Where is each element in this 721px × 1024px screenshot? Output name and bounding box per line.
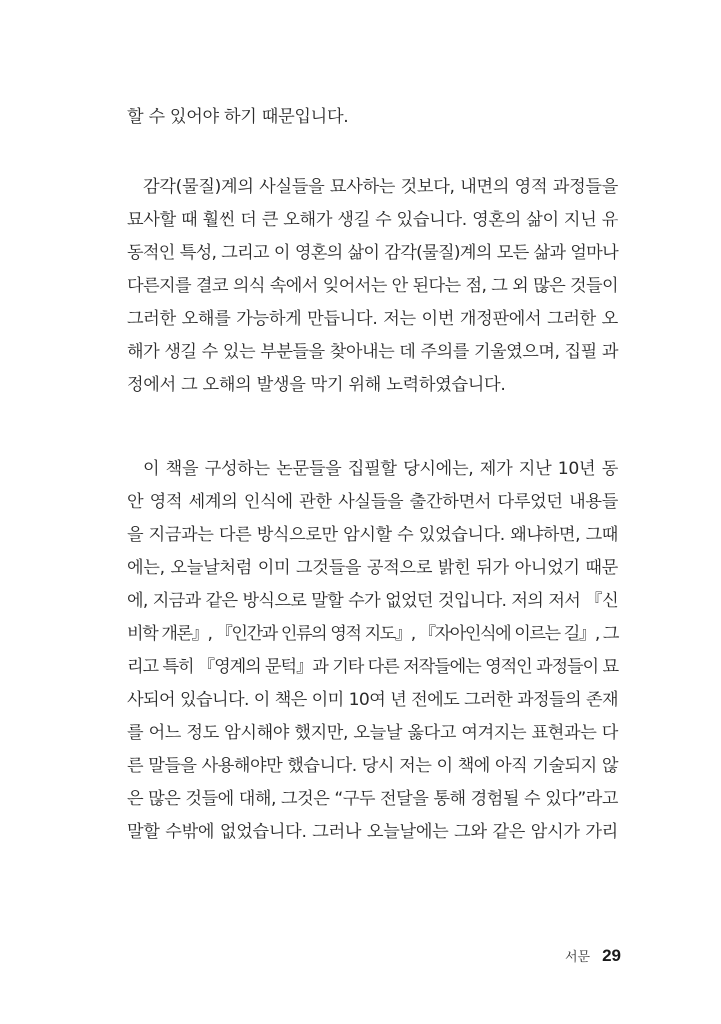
paragraph-3-line-9: 를 어느 정도 암시해야 했지만, 오늘날 옳다고 여겨지는 표현과는 다 bbox=[127, 723, 618, 743]
paragraph-3-line-4: 에는, 오늘날처럼 이미 그것들을 공적으로 밝힌 뒤가 아니었기 때문 bbox=[127, 558, 618, 578]
paragraph-2-line-2: 묘사할 때 훨씬 더 큰 오해가 생길 수 있습니다. 영혼의 삶이 지닌 유 bbox=[127, 210, 619, 230]
page-number: 29 bbox=[602, 946, 621, 965]
page-footer bbox=[565, 946, 621, 968]
paragraph-3-line-11: 은 많은 것들에 대해, 그것은 “구두 전달을 통해 경험될 수 있다”라고 bbox=[127, 789, 618, 809]
paragraph-2-line-1: 감각(물질)계의 사실들을 묘사하는 것보다, 내면의 영적 과정들을 bbox=[143, 177, 618, 197]
paragraph-3-line-6: 비학 개론』, 『인간과 인류의 영적 지도』, 『자아인식에 이르는 길』, 그 bbox=[127, 624, 618, 644]
paragraph-3-line-3: 을 지금과는 다른 방식으로만 암시할 수 있었습니다. 왜냐하면, 그때 bbox=[127, 525, 618, 545]
paragraph-3-line-1: 이 책을 구성하는 논문들을 집필할 당시에는, 제가 지난 10년 동 bbox=[143, 459, 618, 479]
paragraph-2-line-4: 다른지를 결코 의식 속에서 잊어서는 안 된다는 점, 그 외 많은 것들이 bbox=[127, 276, 618, 296]
paragraph-3-line-8: 사되어 있습니다. 이 책은 이미 10여 년 전에도 그러한 과정들의 존재 bbox=[127, 690, 618, 710]
paragraph-3-line-12: 말할 수밖에 없었습니다. 그러나 오늘날에는 그와 같은 암시가 가리 bbox=[127, 822, 618, 842]
paragraph-3-line-10: 른 말들을 사용해야만 했습니다. 당시 저는 이 책에 아직 기술되지 않 bbox=[127, 756, 618, 776]
paragraph-1-line-1: 할 수 있어야 하기 때문입니다. bbox=[127, 107, 349, 127]
paragraph-2-line-7: 정에서 그 오해의 발생을 막기 위해 노력하였습니다. bbox=[127, 375, 506, 395]
paragraph-2-line-6: 해가 생길 수 있는 부분들을 찾아내는 데 주의를 기울였으며, 집필 과 bbox=[127, 342, 618, 362]
paragraph-3-line-7: 리고 특히 『영계의 문턱』과 기타 다른 저작들에는 영적인 과정들이 묘 bbox=[127, 657, 618, 677]
paragraph-2-line-5: 그러한 오해를 가능하게 만듭니다. 저는 이번 개정판에서 그러한 오 bbox=[127, 309, 618, 329]
running-section-title: 서문 bbox=[564, 950, 591, 965]
paragraph-3-line-5: 에, 지금과 같은 방식으로 말할 수가 없었던 것입니다. 저의 저서 『신 bbox=[127, 591, 618, 611]
paragraph-2-line-3: 동적인 특성, 그리고 이 영혼의 삶이 감각(물질)계의 모든 삶과 얼마나 bbox=[127, 243, 618, 263]
paragraph-3-line-2: 안 영적 세계의 인식에 관한 사실들을 출간하면서 다루었던 내용들 bbox=[127, 492, 618, 512]
